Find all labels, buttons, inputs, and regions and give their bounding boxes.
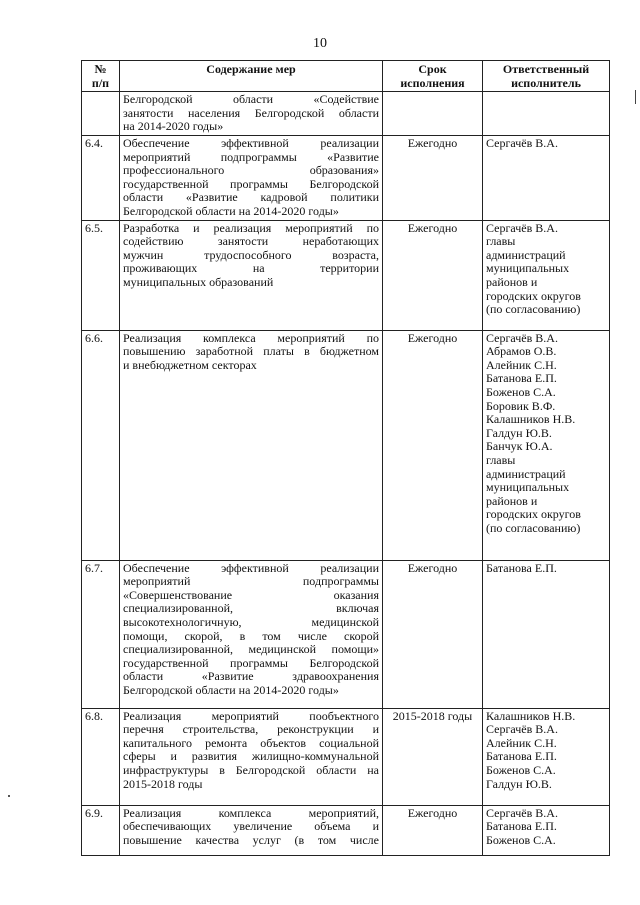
row-number: 6.7. xyxy=(82,560,120,708)
responsible-name: Батанова Е.П. xyxy=(486,560,557,575)
responsible-name: Сергачёв В.А. xyxy=(486,136,558,150)
responsible-name: Боженов С.А. xyxy=(486,762,556,777)
responsible-name: администраций xyxy=(486,466,566,481)
content-line: мероприятий подпрограммы xyxy=(123,574,379,589)
content-line: мероприятий подпрограммы «Развитие xyxy=(123,149,379,164)
content-line: Реализация комплекса мероприятий по xyxy=(123,330,379,345)
row-content xyxy=(120,560,383,708)
table-header-row xyxy=(82,61,610,92)
content-line: области «Развитие здравоохранения xyxy=(123,669,379,684)
content-line: и внебюджетном секторах xyxy=(123,357,257,372)
row-number: 6.8. xyxy=(82,708,120,805)
table-row xyxy=(82,136,610,221)
content-line: специализированной, включая xyxy=(123,601,379,616)
responsible-name: Сергачёв В.А. xyxy=(486,220,558,235)
responsible-name: Калашников Н.В. xyxy=(486,412,576,427)
measures-table xyxy=(81,60,610,856)
row-content xyxy=(120,220,383,330)
content-line: сферы и развития жилищно-коммунальной xyxy=(123,749,379,764)
responsible-name: Сергачёв В.А. xyxy=(486,722,558,737)
responsible-name: Алейник С.Н. xyxy=(486,735,557,750)
responsible-name: Сергачёв В.А. xyxy=(486,805,558,820)
responsible-name: Боженов С.А. xyxy=(486,832,556,847)
row-content xyxy=(120,92,383,136)
responsible-name: главы xyxy=(486,452,516,467)
content-line: повышению заработной платы в бюджетном xyxy=(123,344,379,359)
header-responsible: Ответственный исполнитель xyxy=(483,61,610,92)
responsible-name: Сергачёв В.А. xyxy=(486,330,558,345)
row-content xyxy=(120,330,383,560)
responsible-name: (по согласованию) xyxy=(486,302,581,317)
responsible-name: главы xyxy=(486,234,516,249)
content-line: профессионального образования» xyxy=(123,163,379,178)
table-row xyxy=(82,560,610,708)
header-content: Содержание мер xyxy=(120,61,383,92)
row-term: Ежегодно xyxy=(383,805,483,855)
content-line: содействию занятости неработающих xyxy=(123,234,379,249)
content-line: высокотехнологичную, медицинской xyxy=(123,614,379,629)
responsible-name: Боровик В.Ф. xyxy=(486,398,556,413)
table-row xyxy=(82,330,610,560)
row-content xyxy=(120,136,383,221)
responsible-name: районов и xyxy=(486,274,538,289)
table-row xyxy=(82,805,610,855)
row-responsible xyxy=(483,708,610,805)
responsible-name: Боженов С.А. xyxy=(486,384,556,399)
content-line: Реализация мероприятий пообъектного xyxy=(123,708,379,723)
responsible-name: городских округов xyxy=(486,288,581,303)
header-term: Срок исполнения xyxy=(383,61,483,92)
row-responsible xyxy=(483,220,610,330)
row-term: Ежегодно xyxy=(383,220,483,330)
content-line: проживающих на территории xyxy=(123,261,379,276)
responsible-name: Калашников Н.В. xyxy=(486,708,576,723)
content-line: повышение качества услуг (в том числе xyxy=(123,832,379,847)
row-term: 2015-2018 годы xyxy=(383,708,483,805)
responsible-name: Галдун Ю.В. xyxy=(486,425,552,440)
responsible-name: городских округов xyxy=(486,507,581,522)
responsible-name: (по согласованию) xyxy=(486,520,581,535)
responsible-name: Батанова Е.П. xyxy=(486,371,557,386)
row-responsible xyxy=(483,136,610,221)
content-line: инфраструктуры в Белгородской области на xyxy=(123,762,379,777)
responsible-name: Алейник С.Н. xyxy=(486,357,557,372)
row-number: 6.9. xyxy=(82,805,120,855)
row-term: Ежегодно xyxy=(383,330,483,560)
header-num: № п/п xyxy=(82,61,120,92)
content-line: муниципальных образований xyxy=(123,274,274,289)
responsible-name: администраций xyxy=(486,247,566,262)
row-number: 6.5. xyxy=(82,220,120,330)
row-responsible xyxy=(483,560,610,708)
table-row xyxy=(82,92,610,136)
content-line: области «Развитие кадровой политики xyxy=(123,190,379,205)
row-term: Ежегодно xyxy=(383,136,483,221)
row-number: 6.4. xyxy=(82,136,120,221)
content-line: занятости населения Белгородской области xyxy=(123,105,379,120)
row-content xyxy=(120,805,383,855)
content-line: 2015-2018 годы xyxy=(123,776,203,791)
content-line: помощи, скорой, в том числе скорой xyxy=(123,628,379,643)
content-line: государственной программы Белгородской xyxy=(123,176,379,191)
content-line: Обеспечение эффективной реализации xyxy=(123,560,379,575)
content-line: Обеспечение эффективной реализации xyxy=(123,136,379,150)
table-row xyxy=(82,708,610,805)
row-term xyxy=(383,92,483,136)
content-line: государственной программы Белгородской xyxy=(123,655,379,670)
row-term: Ежегодно xyxy=(383,560,483,708)
responsible-name: Абрамов О.В. xyxy=(486,344,557,359)
content-line: обеспечивающих увеличение объема и xyxy=(123,819,379,834)
row-number xyxy=(82,92,120,136)
content-line: Белгородской области на 2014-2020 годы» xyxy=(123,203,339,218)
content-line: специализированной, медицинской помощи» xyxy=(123,642,379,657)
content-line: мужчин трудоспособного возраста, xyxy=(123,247,379,262)
content-line: Разработка и реализация мероприятий по xyxy=(123,220,379,235)
responsible-name: районов и xyxy=(486,493,538,508)
row-number: 6.6. xyxy=(82,330,120,560)
row-responsible xyxy=(483,805,610,855)
content-line: Белгородской области «Содействие xyxy=(123,92,379,106)
responsible-name: муниципальных xyxy=(486,261,570,276)
content-line: на 2014-2020 годы» xyxy=(123,119,224,134)
content-line: Реализация комплекса мероприятий, xyxy=(123,805,379,820)
responsible-name: Галдун Ю.В. xyxy=(486,776,552,791)
row-responsible xyxy=(483,92,610,136)
content-line: капитального ремонта объектов социальной xyxy=(123,735,379,750)
content-line: Белгородской области на 2014-2020 годы» xyxy=(123,682,339,697)
row-responsible xyxy=(483,330,610,560)
content-line: перечня строительства, реконструкции и xyxy=(123,722,379,737)
row-content xyxy=(120,708,383,805)
responsible-name: Банчук Ю.А. xyxy=(486,439,553,454)
responsible-name: Батанова Е.П. xyxy=(486,749,557,764)
scan-dot xyxy=(8,795,10,797)
responsible-name: Батанова Е.П. xyxy=(486,819,557,834)
content-line: «Совершенствование оказания xyxy=(123,587,379,602)
table-row xyxy=(82,220,610,330)
table-body xyxy=(82,92,610,856)
page-number: 10 xyxy=(313,36,327,51)
responsible-name: муниципальных xyxy=(486,480,570,495)
scan-edge-mark xyxy=(635,90,636,104)
